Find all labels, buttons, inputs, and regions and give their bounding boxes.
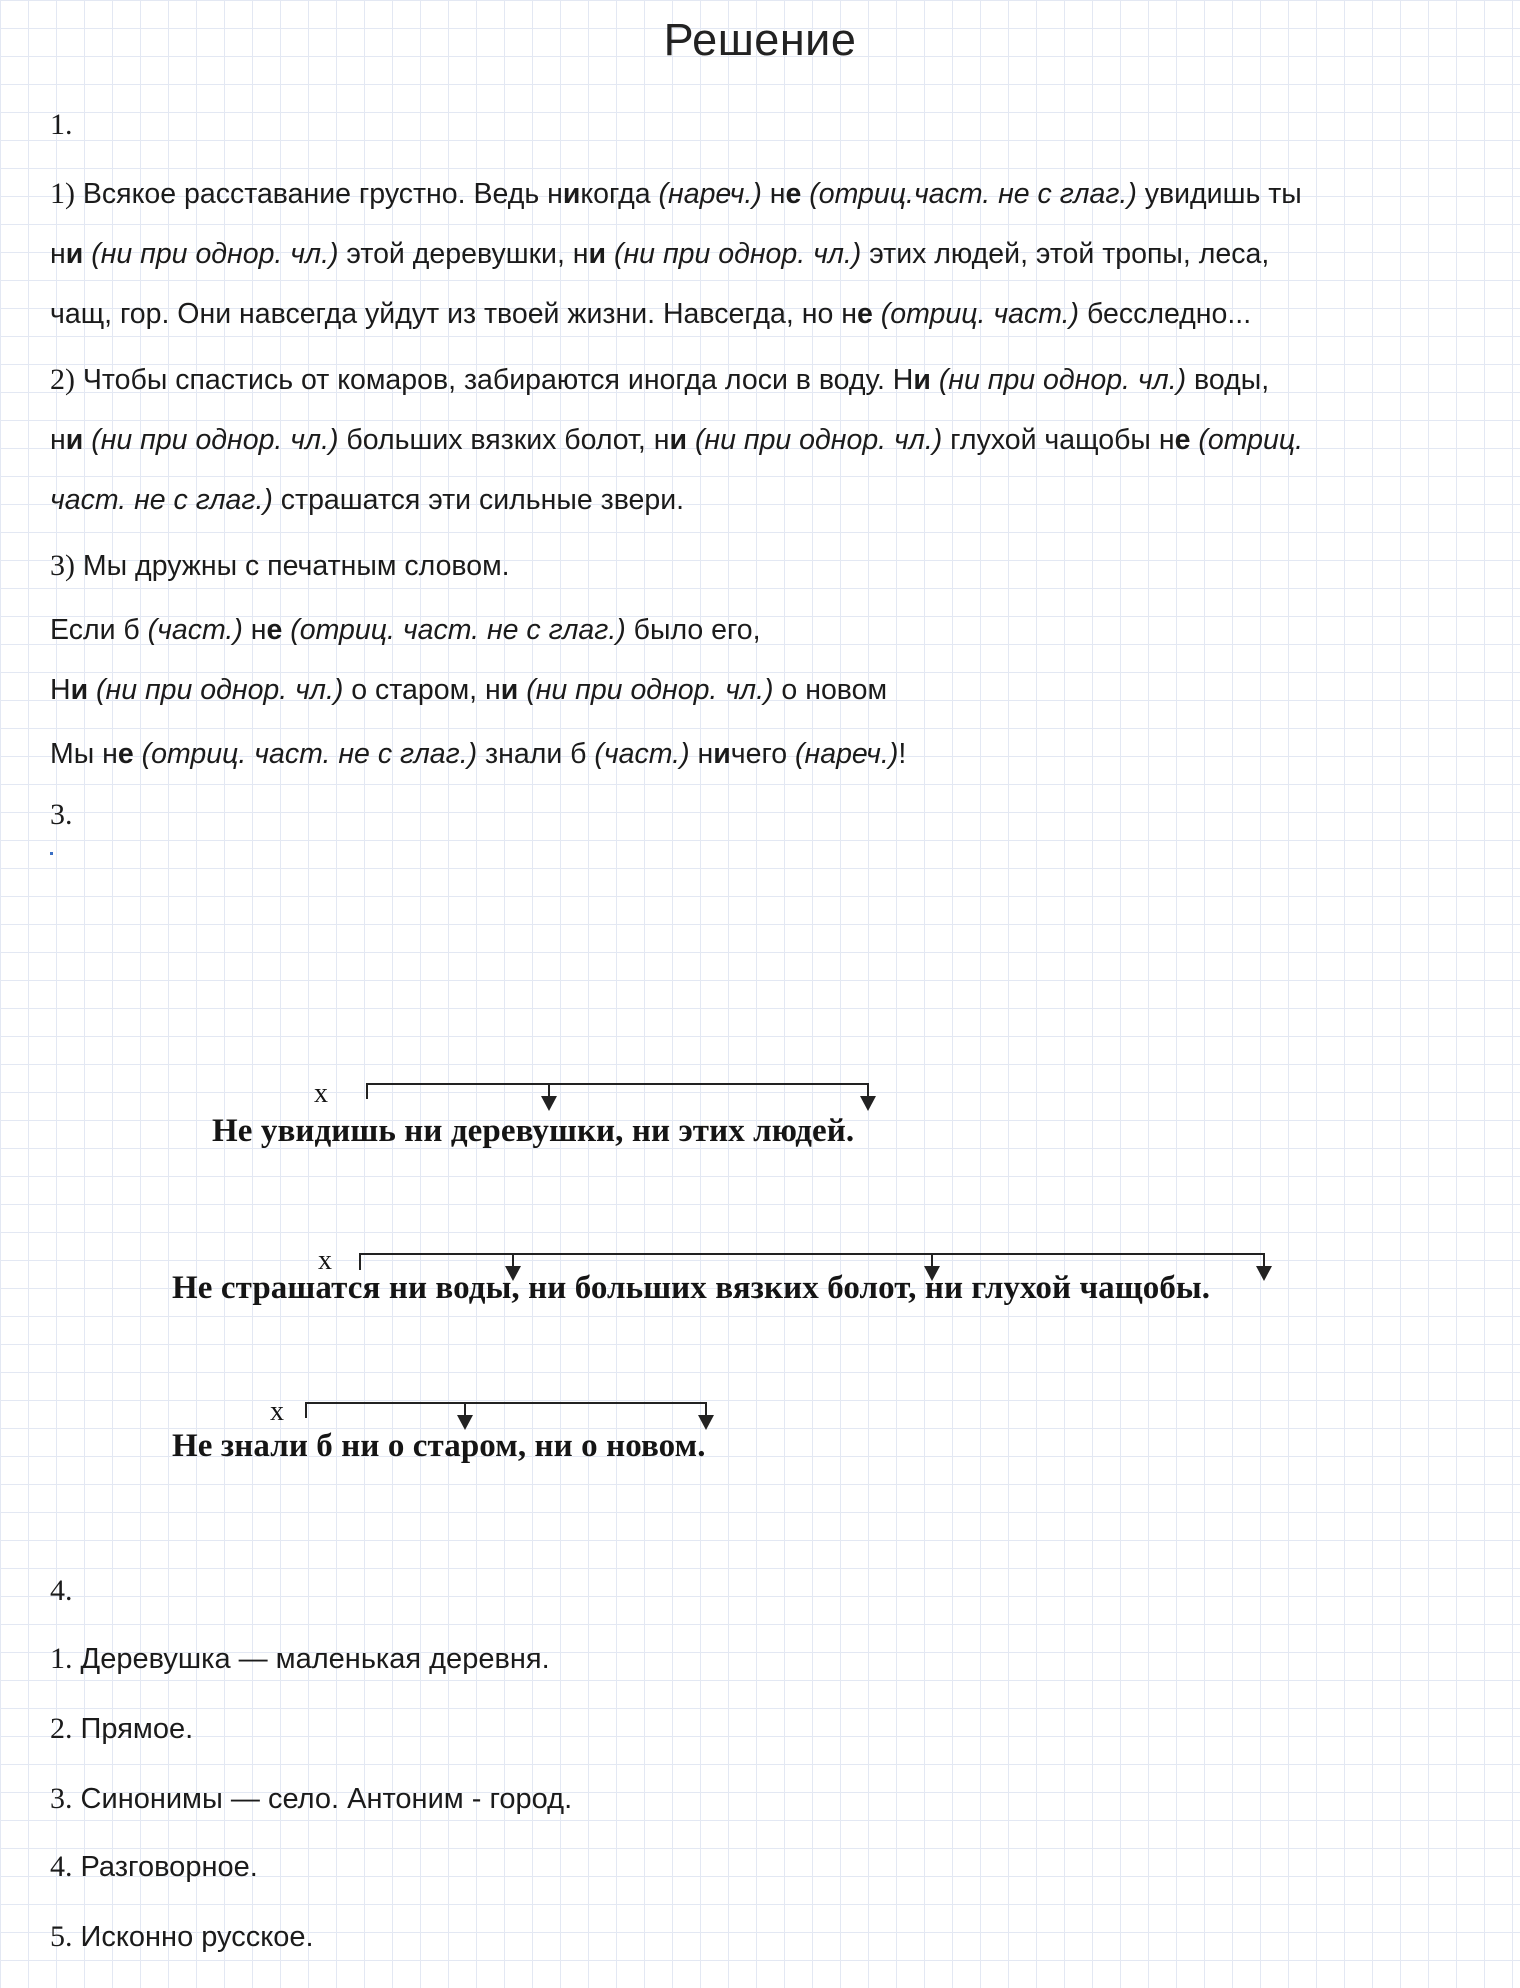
- diagram-3-arrows: [306, 1403, 706, 1418]
- predicate-x-mark: х: [270, 1396, 284, 1427]
- answer-item: 5. Исконно русское.: [50, 1920, 314, 1953]
- arrow-head: [1256, 1266, 1272, 1281]
- task-3-number: 3.: [50, 798, 73, 831]
- answer-item: 1. Деревушка — маленькая деревня.: [50, 1642, 550, 1675]
- s2-line-3: част. не с глаг.) страшатся эти сильные звери.: [50, 484, 685, 516]
- predicate-x-mark: х: [314, 1078, 328, 1109]
- item-number: 3): [50, 549, 75, 582]
- s2-line-1: 2) Чтобы спастись от комаров, забираются иногда лоси в воду. Ни (ни при однор. чл.) воды,: [50, 363, 1270, 396]
- answer-item: 3. Синонимы — село. Антоним - город.: [50, 1782, 573, 1815]
- diagram-2-arrows: [360, 1254, 1264, 1270]
- item-number: 2): [50, 363, 75, 396]
- item-number: 1): [50, 177, 75, 210]
- diagram-sentence-2: Не страшатся ни воды, ни больших вязких болот, ни глухой чащобы.: [172, 1270, 1211, 1306]
- diagram-1-arrows: [367, 1084, 868, 1099]
- s2-line-2: ни (ни при однор. чл.) больших вязких болот, ни (ни при однор. чл.) глухой чащобы не (отриц.: [50, 424, 1304, 456]
- arrow-head: [541, 1096, 557, 1111]
- answer-item: 2. Прямое.: [50, 1712, 194, 1745]
- answer-item: 4. Разговорное.: [50, 1850, 258, 1883]
- predicate-x-mark: х: [318, 1245, 332, 1276]
- arrow-head: [860, 1096, 876, 1111]
- task-1-number: 1.: [50, 108, 73, 141]
- s3-line-2: Если б (част.) не (отриц. част. не с глаг.) было его,: [50, 614, 761, 646]
- s3-line-4: Мы не (отриц. част. не с глаг.) знали б (част.) ничего (нареч.)!: [50, 738, 907, 770]
- diagram-sentence-1: Не увидишь ни деревушки, ни этих людей.: [212, 1113, 855, 1149]
- diagram-sentence-3: Не знали б ни о старом, ни о новом.: [172, 1428, 706, 1464]
- s1-line-1: 1) Всякое расставание грустно. Ведь никогда (нареч.) не (отриц.част. не с глаг.) увидишь ты: [50, 177, 1302, 210]
- s1-line-2: ни (ни при однор. чл.) этой деревушки, ни (ни при однор. чл.) этих людей, этой тропы, леса,: [50, 238, 1270, 270]
- s3-line-3: Ни (ни при однор. чл.) о старом, ни (ни при однор. чл.) о новом: [50, 674, 888, 706]
- s1-line-3: чащ, гор. Они навсегда уйдут из твоей жизни. Навсегда, но не (отриц. част.) бесследно...: [50, 298, 1252, 330]
- page-title: Решение: [663, 14, 857, 65]
- s3-line-1: 3) Мы дружны с печатным словом.: [50, 549, 510, 582]
- task-4-number: 4.: [50, 1574, 73, 1607]
